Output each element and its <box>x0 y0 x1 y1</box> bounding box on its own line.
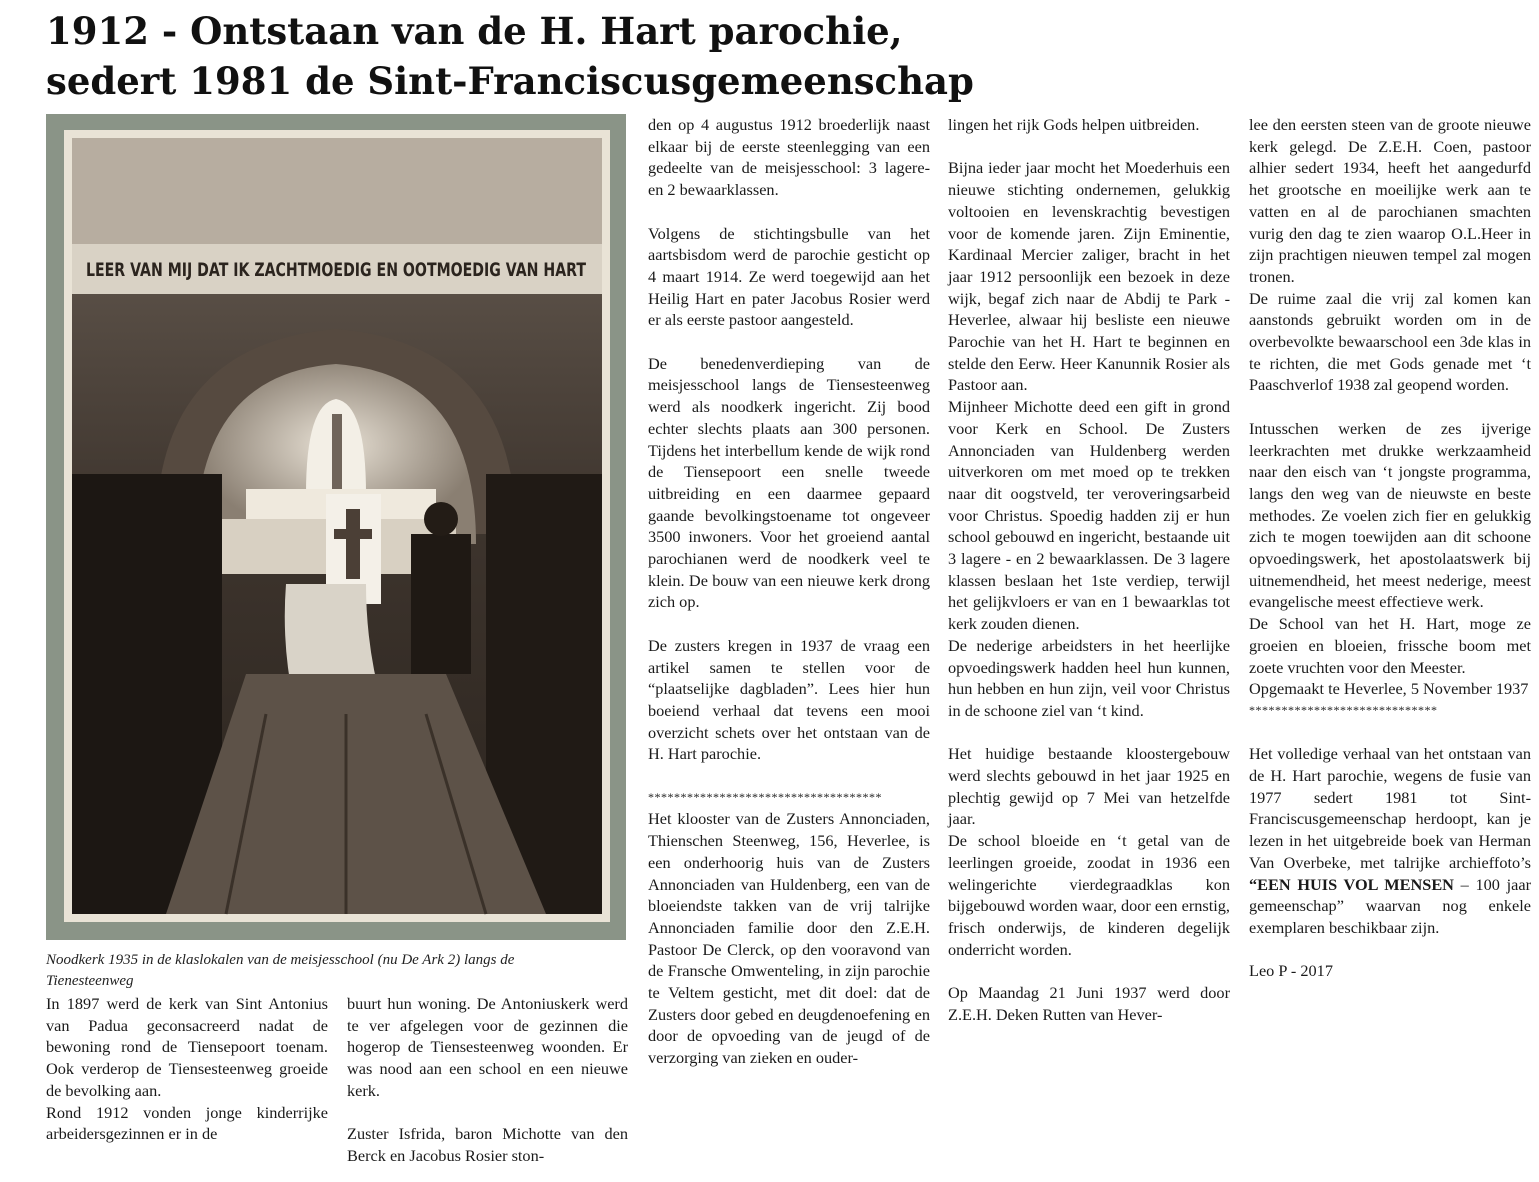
column-1 <box>46 993 328 1145</box>
title-line-1: 1912 - Ontstaan van de H. Hart parochie, <box>46 9 903 53</box>
paragraph: De School van het H. Hart, moge ze groeien en bloeien, frissche boom met zoete vruchten voor den Meester. <box>1249 614 1531 677</box>
paragraph <box>1249 743 1531 938</box>
paragraph: den op 4 augustus 1912 broederlijk naast elkaar bij de eerste steenlegging van een gedeelte van de meisjesschool: 3 lagere- en 2 bewaarklassen. <box>648 115 930 200</box>
paragraph: Zuster Isfrida, baron Michotte van den Berck en Jacobus Rosier ston- <box>347 1124 628 1165</box>
paragraph: Op Maandag 21 Juni 1937 werd door Z.E.H. Deken Rutten van Hever- <box>948 983 1230 1024</box>
photo-caption: Noodkerk 1935 in de klaslokalen van de meisjesschool (nu De Ark 2) langs de Tienesteenweg <box>46 952 515 989</box>
column-2 <box>347 993 628 1167</box>
paragraph: Opgemaakt te Heverlee, 5 November 1937 <box>1249 679 1529 699</box>
paragraph: In 1897 werd de kerk van Sint Antonius van Padua geconsacreerd nadat de bewoning rond de Tiensepoort toenam. Ook verderop de Tiensesteenweg groeide de bevolking aan. <box>46 994 328 1100</box>
paragraph-text: – 100 jaar gemeenschap” waarvan nog enkele exemplaren beschikbaar zijn. <box>1249 874 1532 937</box>
title-line-2: sedert 1981 de Sint-Franciscusgemeenschap <box>46 59 974 103</box>
column-5 <box>1249 114 1531 982</box>
church-photo <box>46 114 626 940</box>
article-title <box>46 6 1146 106</box>
author-signature: Leo P - 2017 <box>1249 961 1333 981</box>
paragraph: buurt hun woning. De Antoniuskerk werd te ver afgelegen voor de gezinnen die hogerop de Tiensesteenweg woonden. Er was nood aan een school en een nieuwe kerk. <box>347 994 628 1100</box>
paragraph: Het huidige bestaande kloostergebouw werd slechts gebouwd in het jaar 1925 en plechtig gewijd op 7 Mei van hetzelfde jaar. <box>948 744 1230 829</box>
paragraph: De zusters kregen in 1937 de vraag een artikel samen te stellen voor de “plaatselijke dagbladen”. Lees hier hun boeiend verhaal dat tevens een mooi overzicht schets over het ontstaan van de H. Hart parochie. <box>648 635 930 764</box>
paragraph: Intusschen werken de zes ijverige leerkrachten met drukke werkzaamheid naar den eisch van ‘t jongste programma, langs den weg van de nieuwste en beste methodes. Ze voelen zich fier en gelukkig zich te mogen toewijden aan dit schoone opvoedingswerk, het apostolaatswerk bij uitnemendheid, het meest nederige, meest evangelische meest effectieve werk. <box>1249 418 1531 612</box>
separator-stars: ***************************** <box>1249 702 1438 717</box>
paragraph: De nederige arbeidsters in het heerlijke opvoedingswerk hadden heel hun kunnen, hun hebben en hun zijn, veil voor Christus in de schoone ziel van ‘t kind. <box>948 635 1230 720</box>
paragraph: Volgens de stichtingsbulle van het aartsbisdom werd de parochie gesticht op 4 maart 1914. Ze werd toegewijd aan het Heilig Hart en pater Jacobus Rosier werd er als eerste pastoor aangesteld. <box>648 223 930 330</box>
paragraph: Mijnheer Michotte deed een gift in grond voor Kerk en School. De Zusters Annonciaden van Huldenberg werden uitverkoren om met moed op te trekken naar dit oogstveld, ter veroveringsarbeid voor Christus. Spoedig hadden zij er hun school gebouwd en ingericht, bestaande uit 3 lagere - en 2 bewaarklassen. De 3 lagere klassen beslaan het 1ste verdiep, terwijl het gelijkvloers er van en 1 bewaarklas tot kerk zouden dienen. <box>948 397 1230 634</box>
paragraph: lee den eersten steen van de groote nieuwe kerk gelegd. De Z.E.H. Coen, pastoor alhier sedert 1934, heeft het aangedurfd het grootsche en moeilijke werk aan te vatten en al de parochianen smachten vurig den dag te zien waarop O.L.Heer in zijn prachtigen nieuwen tempel zal mogen tronen. <box>1249 115 1531 286</box>
paragraph: De ruime zaal die vrij zal komen kan aanstonds gebruikt worden om in de overbevolkte bewaarschool een 3de klas in te richten, die met Gods genade met ‘t Paaschverlof 1938 zal geopend worden. <box>1249 288 1531 395</box>
paragraph: lingen het rijk Gods helpen uitbreiden. <box>948 115 1200 134</box>
photo-banner: LEER VAN MIJ DAT IK ZACHTMOEDIG EN OOTMOEDIG VAN HART <box>86 259 587 281</box>
paragraph: Bijna ieder jaar mocht het Moederhuis een nieuwe stichting ondernemen, gelukkig voltooien en levenskrachtig bevestigen voor de komende jaren. Zijn Eminentie, Kardinaal Mercier zaliger, bracht in het jaar 1912 persoonlijk een bezoek in deze wijk, begaf zich naar de Abdij te Park - Heverlee, alwaar hij besliste een nieuwe Parochie van het H. Hart te beginnen en stelde den Eerw. Heer Kanunnik Rosier als Pastoor aan. <box>948 158 1230 395</box>
book-title: “EEN HUIS VOL MENSEN <box>1249 874 1454 894</box>
paragraph: De benedenverdieping van de meisjesschool langs de Tiensesteenweg werd als noodkerk ingericht. Zij bood echter slechts plaats aan 300 personen. Tijdens het interbellum kende de wijk rond de Tiensepoort een snelle tweede uitbreiding en een daarmee gepaard gaande bevolkingstoename tot ongeveer 3500 inwoners. Voor het groeiend aantal parochianen werd de noodkerk veel te klein. De bouw van een nieuwe kerk drong zich op. <box>648 353 930 612</box>
column-4 <box>948 114 1230 1025</box>
separator-stars: ************************************ <box>648 789 882 804</box>
column-3 <box>648 114 930 1069</box>
paragraph: Rond 1912 vonden jonge kinderrijke arbeidersgezinnen er in de <box>46 1102 328 1144</box>
paragraph-text: Het volledige verhaal van het ontstaan van de H. Hart parochie, wegens de fusie van 1977 sedert 1981 tot Sint-Franciscusgemeenschap herdoopt, kan je lezen in het uitgebreide boek van Herman Van Overbeke, met talrijke archieffoto’s <box>1249 744 1531 872</box>
paragraph: De school bloeide en ‘t getal van de leerlingen groeide, zoodat in 1936 een welingerichte vierdegraadklas kon bijgebouwd worden waar, door een ernstig, frisch onderwijs, de kinderen degelijk onderricht worden. <box>948 831 1230 959</box>
paragraph: Het klooster van de Zusters Annonciaden, Thienschen Steenweg, 156, Heverlee, is een onderhoorig huis van de Zusters Annonciaden van Huldenberg, een van de bloeiendste takken van de vrij talrijke Annonciaden familie door den Z.E.H. Pastoor De Clerck, op den vooravond van de Fransche Omwenteling, in zijn parochie te Veltem gesticht, met dit doel: dat de Zusters door gebed en deugdenoefening en door de opvoeding van de jeugd of de verzorging van zieken en ouder- <box>648 809 930 1068</box>
